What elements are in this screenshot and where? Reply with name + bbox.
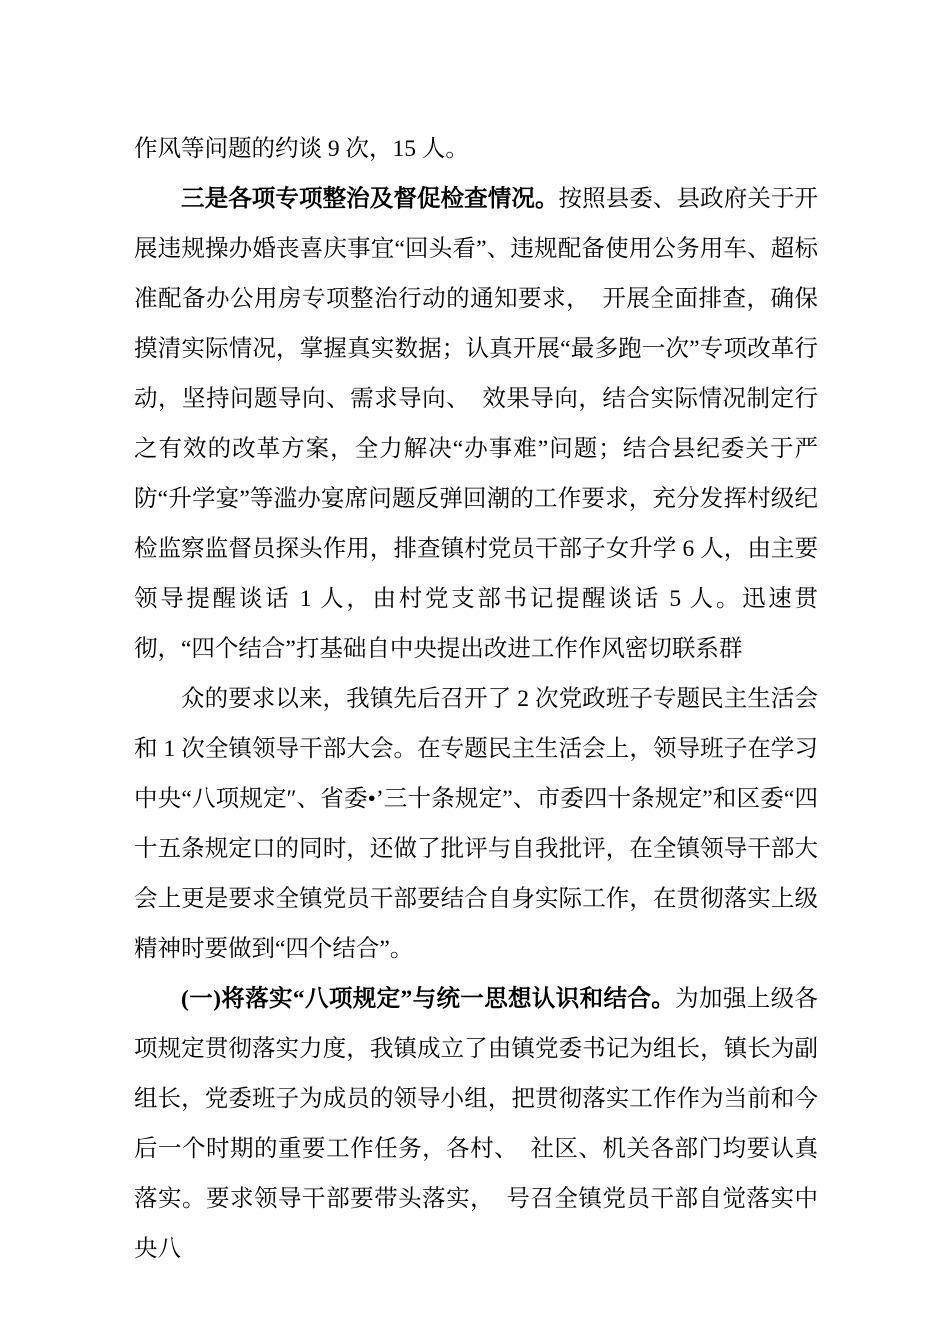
text-run: 为加强上级各项规定贯彻落实力度，我镇成立了由镇党委书记为组长，镇长为副组长，党委班子为成员的领导小组，把贯彻落实工作作为当前和今后一个时期的重要工作任务，各村、 社区、机关各部门均要认真落实。要求领导干部要带头落实， 号召全镇党员干部自觉落实中央八 <box>134 986 819 1262</box>
paragraph <box>134 974 818 1274</box>
paragraph <box>134 674 818 974</box>
text-run: 按照县委、县政府关于开展违规操办婚丧喜庆事宜“回头看”、违规配备使用公务用车、超标准配备办公用房专项整治行动的通知要求， 开展全面排查，确保摸清实际情况，掌握真实数据；认真开展“最多跑一次”专项改革行动，坚持问题导向、需求导向、 效果导向，结合实际情况制定行之有效的改革方案，全力解决“办事难”问题；结合县纪委关于严防“升学宴”等滥办宴席问题反弹回潮的工作要求，充分发挥村级纪检监察监督员探头作用，排查镇村党员干部子女升学 6 人，由主要领导提醒谈话 1 人，由村党支部书记提醒谈话 5 人。迅速贯彻，“四个结合”打基础自中央提出改进工作作风密切联系群 <box>134 186 819 662</box>
paragraph <box>134 174 818 674</box>
text-run-bold: (一)将落实“八项规定”与统一思想认识和结合。 <box>181 986 676 1012</box>
document-body <box>134 124 818 1274</box>
text-run: 众的要求以来，我镇先后召开了 2 次党政班子专题民主生活会和 1 次全镇领导干部大会。在专题民主生活会上，领导班子在学习中央“八项规定″、省委•’三十条规定”、市委四十条规定”和区委“四十五条规定口的同时，还做了批评与自我批评，在全镇领导干部大会上更是要求全镇党员干部要结合自身实际工作，在贯彻落实上级精神时要做到“四个结合”。 <box>134 686 818 962</box>
text-run-bold: 三是各项专项整治及督促检查情况。 <box>181 186 559 212</box>
paragraph <box>134 124 818 174</box>
text-run: 作风等问题的约谈 9 次，15 人。 <box>134 136 469 162</box>
